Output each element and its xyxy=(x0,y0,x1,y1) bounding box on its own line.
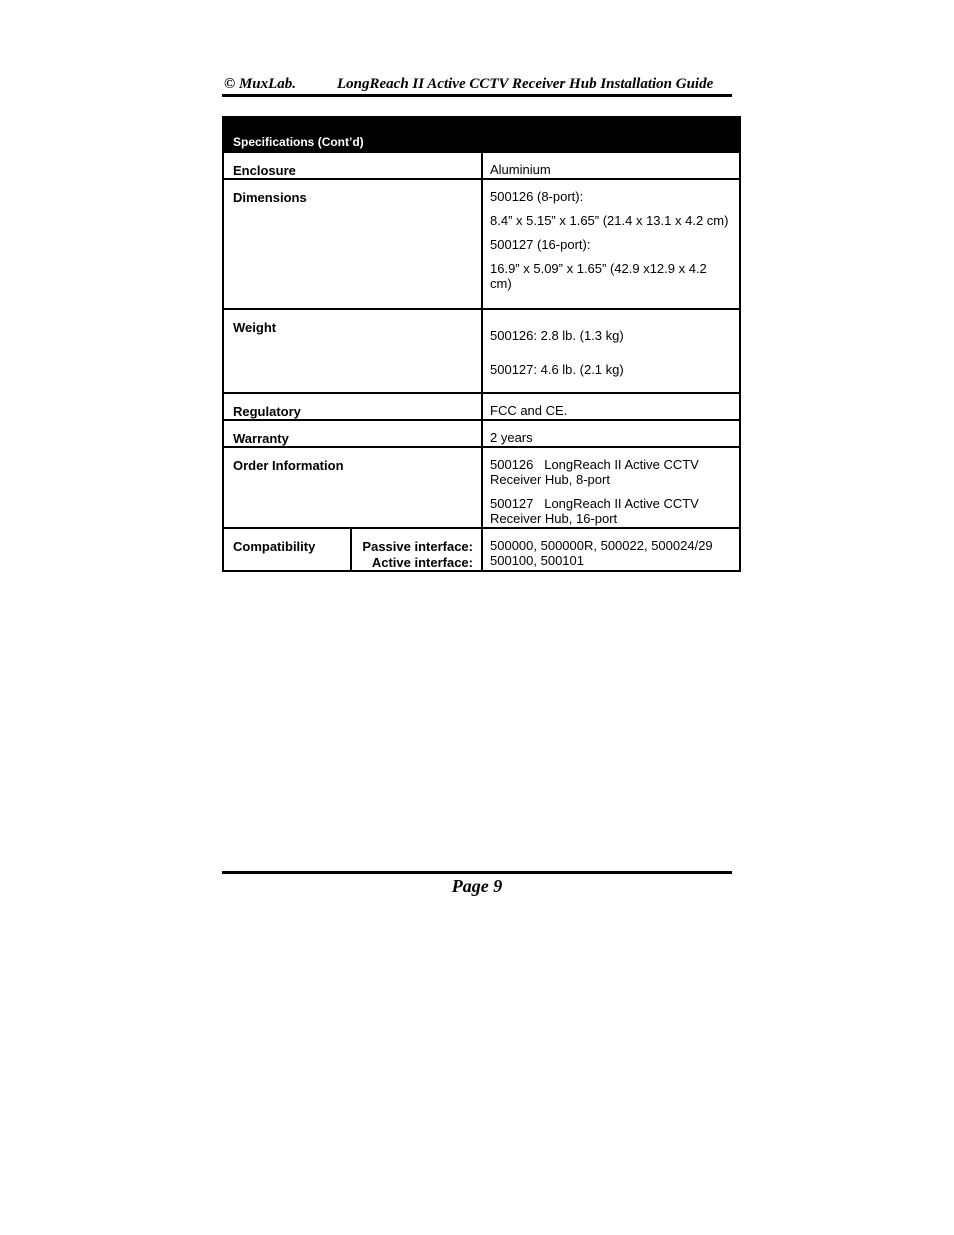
page-header xyxy=(222,74,732,97)
table-row xyxy=(223,309,740,393)
dimensions-line: 500126 (8-port): xyxy=(490,189,584,204)
warranty-label: Warranty xyxy=(223,420,482,447)
active-interface-value: 500100, 500101 xyxy=(490,553,584,568)
regulatory-value: FCC and CE. xyxy=(482,393,740,420)
table-row xyxy=(223,393,740,420)
interface-values xyxy=(482,528,740,571)
table-row xyxy=(223,179,740,309)
regulatory-label: Regulatory xyxy=(223,393,482,420)
order-info-label: Order Information xyxy=(223,447,482,528)
active-interface-label: Active interface: xyxy=(371,555,473,570)
order-line: 500126 LongReach II Active CCTV Receiver Hub, 8-port xyxy=(490,457,703,487)
table-row xyxy=(223,420,740,447)
dimensions-line: 16.9” x 5.09” x 1.65” (42.9 x12.9 x 4.2 cm) xyxy=(490,261,707,291)
weight-label: Weight xyxy=(223,309,482,393)
footer-rule xyxy=(222,871,732,874)
guide-title: LongReach II Active CCTV Receiver Hub Installation Guide xyxy=(337,76,714,92)
page-number: Page 9 xyxy=(451,876,503,896)
dimensions-line: 500127 (16-port): xyxy=(490,237,591,252)
warranty-value: 2 years xyxy=(482,420,740,447)
weight-line: 500127: 4.6 lb. (2.1 kg) xyxy=(490,362,624,377)
table-title: Specifications (Cont’d) xyxy=(233,135,364,149)
weight-line: 500126: 2.8 lb. (1.3 kg) xyxy=(490,328,624,343)
table-title-row xyxy=(223,117,740,152)
interface-labels xyxy=(351,528,482,571)
table-row xyxy=(223,528,740,571)
weight-value xyxy=(482,309,740,393)
table-row xyxy=(223,447,740,528)
compatibility-label: Compatibility xyxy=(223,528,351,571)
table-row xyxy=(223,152,740,179)
dimensions-label: Dimensions xyxy=(223,179,482,309)
passive-interface-label: Passive interface: xyxy=(362,539,473,554)
enclosure-label: Enclosure xyxy=(223,152,482,179)
specifications-table xyxy=(222,116,741,572)
dimensions-value xyxy=(482,179,740,309)
order-info-value xyxy=(482,447,740,528)
copyright-text: © MuxLab. xyxy=(224,76,297,92)
order-line: 500127 LongReach II Active CCTV Receiver Hub, 16-port xyxy=(490,496,703,526)
enclosure-value: Aluminium xyxy=(482,152,740,179)
passive-interface-value: 500000, 500000R, 500022, 500024/29 xyxy=(490,538,713,553)
dimensions-line: 8.4” x 5.15” x 1.65” (21.4 x 13.1 x 4.2 cm) xyxy=(490,213,729,228)
table-title-cell xyxy=(223,117,740,152)
